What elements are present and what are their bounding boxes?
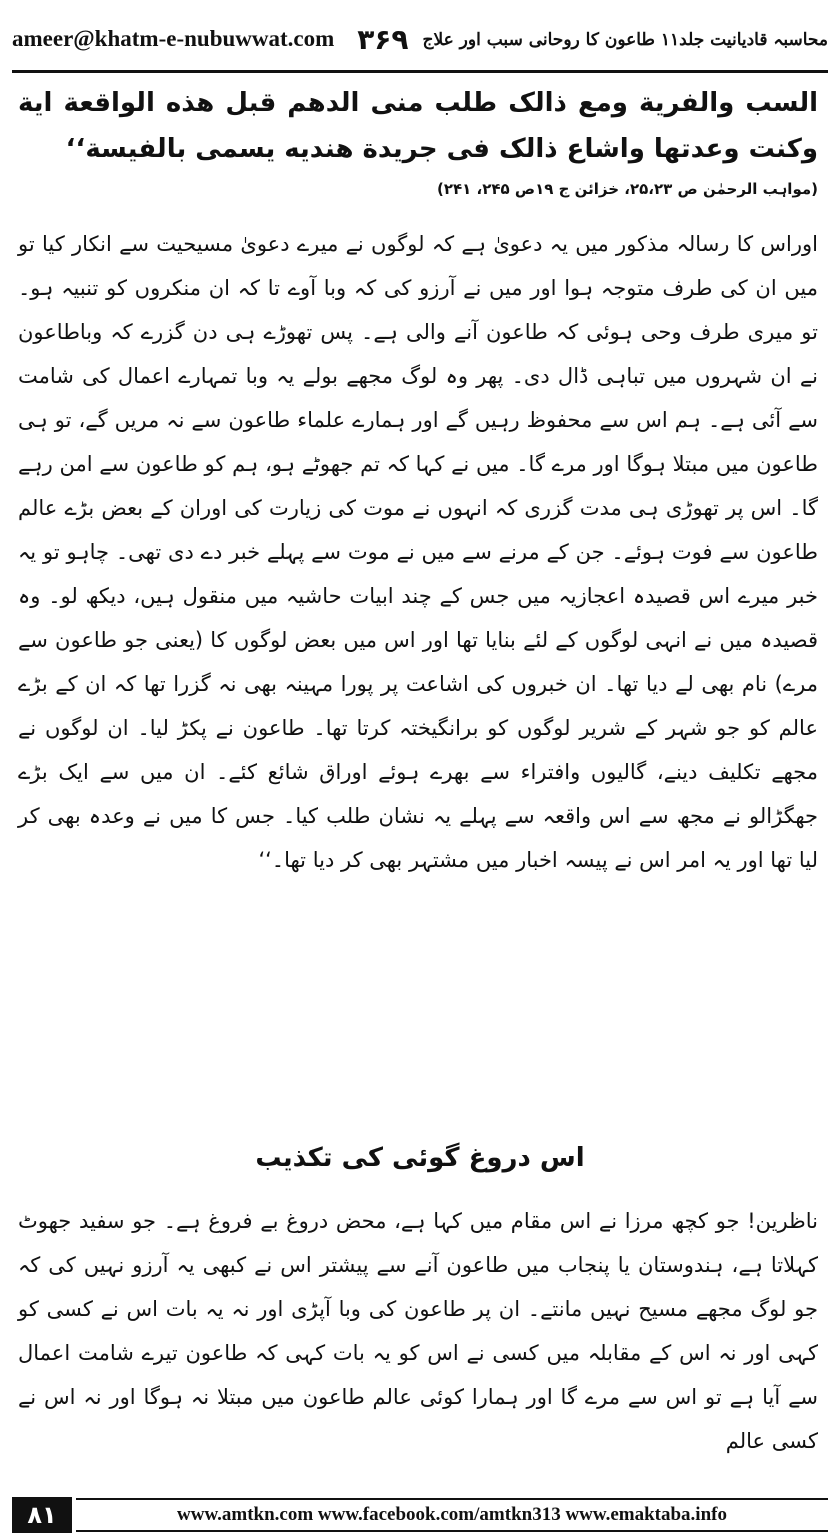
footer-bar [76,1498,828,1532]
footer-folio: ۸۱ [12,1497,72,1533]
header-page-number: ۳۶۹ [357,22,409,56]
header-rule [12,70,828,73]
page-header [12,8,828,70]
arabic-quote: السب والفرية ومع ذالک طلب منى الدهم قبل هذه الواقعة اية وكنت وعدتها واشاع ذالک فى جريدة هنديه يسمى بالفيسة‘‘ [18,88,818,164]
header-right [357,23,828,56]
header-title: محاسبہ قادیانیت جلد۱۱ طاعون کا روحانی سبب اور علاج [422,29,828,50]
paragraph-2: ناظرین! جو کچھ مرزا نے اس مقام میں کہا ہے، محض دروغ بے فروغ ہے۔ جو سفید جھوٹ کہلاتا ہے، ہندوستان یا پنجاب میں طاعون آنے سے پیشتر اس نے کبھی یہ آرزو نہیں کی کہ جو لوگ مجھے مسیح نہیں مانتے۔ ان پر طاعون کی وبا آپڑی اور نہ یہ بات اس نے کسی کو کہی اور نہ اس کے مقابلہ میں کسی نے اس کو یہ بات کہی کہ طاعون تیرے شامت اعمال سے آیا ہے تو اس سے مرے گا اور ہمارا کوئی عالم طاعون میں مبتلا نہ ہوگا اور نہ اس نے کسی عالم [18,1209,818,1453]
footer-links: www.amtkn.com www.facebook.com/amtkn313 www.emaktaba.info [177,1504,727,1525]
section-heading: اس دروغ گوئی کی تکذیب [255,1143,585,1173]
page-footer [12,1497,828,1533]
citation: (مواہب الرحمٰن ص ۲۵،۲۳، خزائن ج ۱۹ص ۲۴۵، ۲۴۱) [436,180,818,198]
paragraph-1: اوراس کا رسالہ مذکور میں یہ دعویٰ ہے کہ لوگوں نے میرے دعویٰ مسیحیت سے انکار کیا تو میں ان کی طرف متوجہ ہوا اور میں نے آرزو کی کہ وبا آوے تا کہ ان منکروں کو تنبیہ ہو۔ تو میری طرف وحی ہوئی کہ طاعون آنے والی ہے۔ پس تھوڑے ہی دن گزرے کہ وباطاعون نے ان شہروں میں تباہی ڈال دی۔ پھر وہ لوگ مجھے بولے یہ وبا تمہارے اعمال کی شامت سے آئی ہے۔ ہم اس سے محفوظ رہیں گے اور ہمارے علماء طاعون سے نہ مریں گے، تو ہی طاعون میں مبتلا ہوگا اور مرے گا۔ میں نے کہا کہ تم جھوٹے ہو، ہم کو طاعون سے امن رہے گا۔ اس پر تھوڑی ہی مدت گزری کہ انہوں نے موت کی زیارت کی اوران کے بعض بڑے عالم طاعون سے فوت ہوئے۔ جن کے مرنے سے میں نے موت سے پہلے خبر دے دی تھی۔ چاہو تو یہ خبر میرے اس قصیدہ اعجازیہ میں جس کے چند ابیات حاشیہ میں منقول ہیں، دیکھ لو۔ وہ قصیدہ میں نے انہی لوگوں کے لئے بنایا تھا اور اس میں بعض لوگوں کا (یعنی جو طاعون سے مرے) نام بھی لے دیا تھا۔ ان خبروں کی اشاعت پر پورا مہینہ بھی نہ گزرا تھا کہ ان کے بڑے عالم کو جو شہر کے شریر لوگوں کو برانگیختہ کرتا تھا۔ طاعون نے پکڑ لیا۔ ان لوگوں نے مجھے تکلیف دینے، گالیوں وافتراء سے بھرے ہوئے اوراق شائع کئے۔ ان میں سے ایک بڑے جھگڑالو نے مجھ سے اس واقعہ سے پہلے یہ نشان طلب کیا۔ جس کا میں نے وعدہ بھی کر لیا تھا اور یہ امر اس نے پیسہ اخبار میں مشتہر بھی کر دیا تھا۔‘‘ [18,232,818,872]
header-email: ameer@khatm-e-nubuwwat.com [12,26,335,51]
